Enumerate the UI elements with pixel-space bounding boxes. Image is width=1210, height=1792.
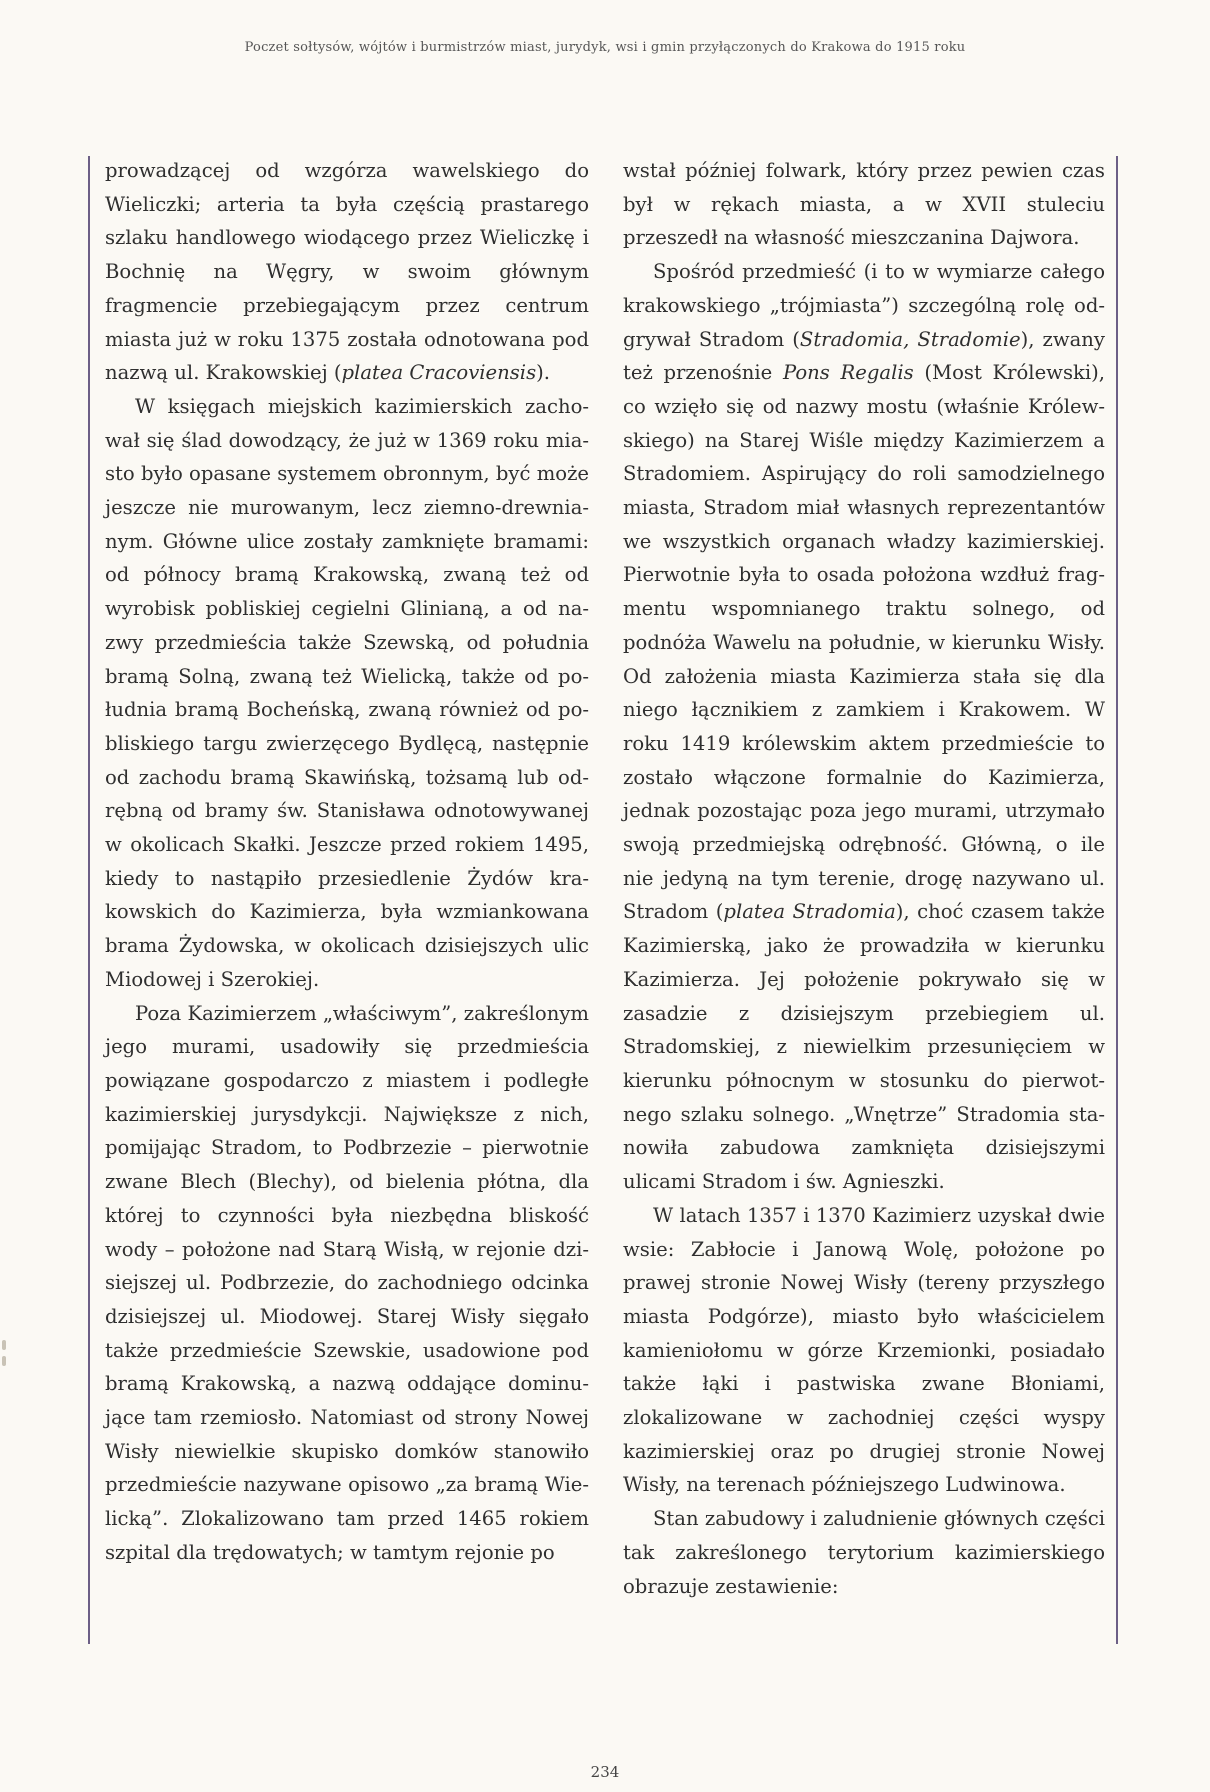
italic-text: Stradomia, Stradomie [799, 327, 1021, 351]
paragraph: wstał później folwark, który przez pewien czas był w rękach miasta, a w XVII stuleciu przeszedł na własność mieszczanina Dajwora. [623, 159, 1105, 250]
right-text-column [623, 154, 1105, 1603]
left-margin-rule [88, 156, 90, 1644]
italic-text: platea Cracoviensis [341, 361, 537, 385]
text-run: ), zwany też przenośnie [623, 327, 1105, 385]
paragraph: W księgach miejskich kazimierskich zachował się ślad dowodzący, że już w 1369 roku miasto było opasane systemem obronnym, być może jeszcze nie murowanym, lecz ziemno-drewnianym. Główne ulice zostały zamknięte bramami: od północy bramą Krakowską, zwaną też od wyrobisk pobliskiej cegielni Glinianą, a od nazwy przedmieścia także Szewską, od południa bramą Solną, zwaną też Wielicką, także od południa bramą Bocheńską, zwaną również od pobliskiego targu zwierzęcego Bydlęcą, następnie od zachodu bramą Skawińską, tożsamą lub odrębną od bramy św. Stanisława odnotowywanej w okolicach Skałki. Jeszcze przed rokiem 1495, kiedy to nastąpiło przesiedlenie Żydów krakowskich do Kazimierza, była wzmiankowana brama Żydowska, w okolicach dzisiejszych ulic Miodowej i Szerokiej. [105, 394, 589, 991]
text-run: prowadzącej od wzgórza wawelskiego do Wieliczki; arteria ta była częścią prastarego szlaku handlowego wiodącego przez Wieliczkę i Bochnię na Węgry, w swoim głównym fragmencie przebiegającym przez centrum miasta już w roku 1375 została odnotowana pod nazwą ul. Krakowskiej ( [105, 159, 589, 385]
paragraph [623, 255, 1105, 1199]
text-run: ). [536, 361, 550, 385]
paragraph: Poza Kazimierzem „właściwym”, zakreślonym jego murami, usadowiły się przedmieścia powiązane gospodarczo z miastem i podległe kazimierskiej jurysdykcji. Największe z nich, pomijając Stradom, to Podbrzezie – pierwotnie zwane Blech (Blechy), od bielenia płótna, dla której to czynności była niezbędna bliskość wody – położone nad Starą Wisłą, w rejonie dzisiejszej ul. Podbrzezie, do zachodniego odcinka dzisiejszej ul. Miodowej. Starej Wisły sięgało także przedmieście Szewskie, usadowione pod bramą Krakowską, a nazwą oddające dominujące tam rzemiosło. Natomiast od strony Nowej Wisły niewielkie skupisko domków stanowiło przedmieście nazywane opisowo „za bramą Wielicką”. Zlokalizowano tam przed 1465 rokiem szpital dla trędowatych; w tamtym rejonie po [105, 1001, 589, 1564]
right-margin-rule [1116, 156, 1118, 1644]
text-run: Spośród przedmieść (i to w wymiarze całego krakowskiego „trójmiasta”) szczególną rolę odgrywał Stradom ( [623, 260, 1105, 351]
italic-text: platea Stradomia [723, 900, 896, 924]
text-run: (Most Królewski), co wzięło się od nazwy mostu (właśnie Królewskiego) na Starej Wiśle między Kazimierzem a Stradomiem. Aspirujący do roli samodzielnego miasta, Stradom miał własnych reprezentantów we wszystkich organach władzy kazimierskiej. Pierwotnie była to osada położona wzdłuż fragmentu wspomnianego traktu solnego, od podnóża Wawelu na południe, w kierunku Wisły. Od założenia miasta Kazimierza stała się dla niego łącznikiem z zamkiem i Krakowem. W roku 1419 królewskim aktem przedmieście to zostało włączone formalnie do Kazimierza, jednak pozostając poza jego murami, utrzymało swoją przedmiejską odrębność. Główną, o ile nie jedyną na tym terenie, drogę nazywano ul. Stradom ( [623, 361, 1106, 924]
paragraph: Stan zabudowy i zaludnienie głównych części tak zakreślonego terytorium kazimierskiego obrazuje zestawienie: [623, 1507, 1105, 1598]
paragraph: W latach 1357 i 1370 Kazimierz uzyskał dwie wsie: Zabłocie i Janową Wolę, położone po prawej stronie Nowej Wisły (tereny przyszłego miasta Podgórze), miasto było właścicielem kamieniołomu w górze Krzemionki, posiadało także łąki i pastwiska zwane Błoniami, zlokalizowane w zachodniej części wyspy kazimierskiej oraz po drugiej stronie Nowej Wisły, na terenach późniejszego Ludwinowa. [623, 1203, 1105, 1497]
left-text-column [105, 154, 589, 1570]
running-header: Poczet sołtysów, wójtów i burmistrzów miast, jurydyk, wsi i gmin przyłączonych do Krakowa do 1915 roku [244, 40, 966, 55]
page-number: 234 [590, 1763, 620, 1781]
text-run: ), choć czasem także Kazimierską, jako że prowadziła w kierunku Kazimierza. Jej położenie pokrywało się w zasadzie z dzisiejszym przebiegiem ul. Stradomskiej, z niewielkim przesunięciem w kierunku północnym w stosunku do pierwotnego szlaku solnego. „Wnętrze” Stradomia stanowiła zabudowa zamknięta dzisiejszymi ulicami Stradom i św. Agnieszki. [623, 900, 1105, 1194]
paragraph [105, 154, 589, 390]
edge-mark [2, 1356, 6, 1366]
edge-mark [2, 1340, 6, 1350]
italic-text: Pons Regalis [782, 361, 914, 385]
